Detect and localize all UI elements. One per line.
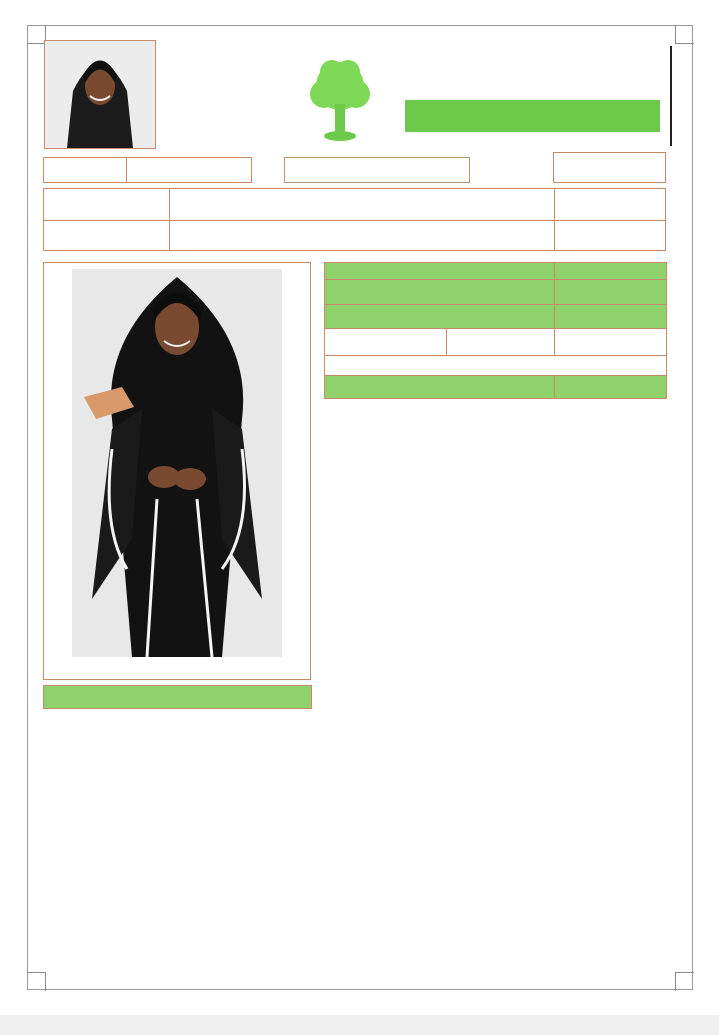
employment-title bbox=[325, 305, 555, 329]
name-row-divider bbox=[44, 220, 665, 221]
languages-title bbox=[325, 280, 555, 305]
passport-title-ar bbox=[555, 263, 667, 280]
crop-mark-bl bbox=[27, 972, 46, 991]
personal-details-title bbox=[44, 686, 312, 709]
country-box bbox=[553, 152, 666, 183]
full-body-photo bbox=[72, 269, 282, 657]
position-box bbox=[284, 157, 470, 183]
portrait-photo bbox=[44, 40, 156, 149]
crop-mark-br bbox=[675, 972, 694, 991]
employment-spacer bbox=[325, 356, 667, 376]
employment-header-position bbox=[447, 329, 555, 356]
languages-title-ar bbox=[555, 280, 667, 305]
name-profile-box bbox=[43, 188, 666, 251]
passport-title bbox=[325, 263, 555, 280]
name-col-divider-2 bbox=[554, 189, 555, 250]
tree-logo-icon bbox=[306, 52, 374, 144]
ref-box bbox=[43, 157, 252, 183]
crop-mark-tr bbox=[675, 25, 694, 44]
employment-header-location bbox=[555, 329, 667, 356]
skills-title-ar bbox=[555, 376, 667, 399]
right-info-table bbox=[324, 262, 667, 399]
company-name-en bbox=[405, 100, 660, 132]
ref-divider bbox=[126, 158, 127, 182]
skills-title bbox=[325, 376, 555, 399]
full-body-photo-image bbox=[72, 269, 282, 657]
employment-header-period bbox=[325, 329, 447, 356]
company-name-ar bbox=[405, 58, 660, 92]
portrait-photo-image bbox=[45, 41, 155, 148]
employment-title-ar bbox=[555, 305, 667, 329]
page-divider bbox=[0, 1015, 719, 1035]
header-bracket bbox=[668, 46, 672, 146]
personal-details-table bbox=[43, 685, 312, 709]
name-col-divider-1 bbox=[169, 189, 170, 250]
